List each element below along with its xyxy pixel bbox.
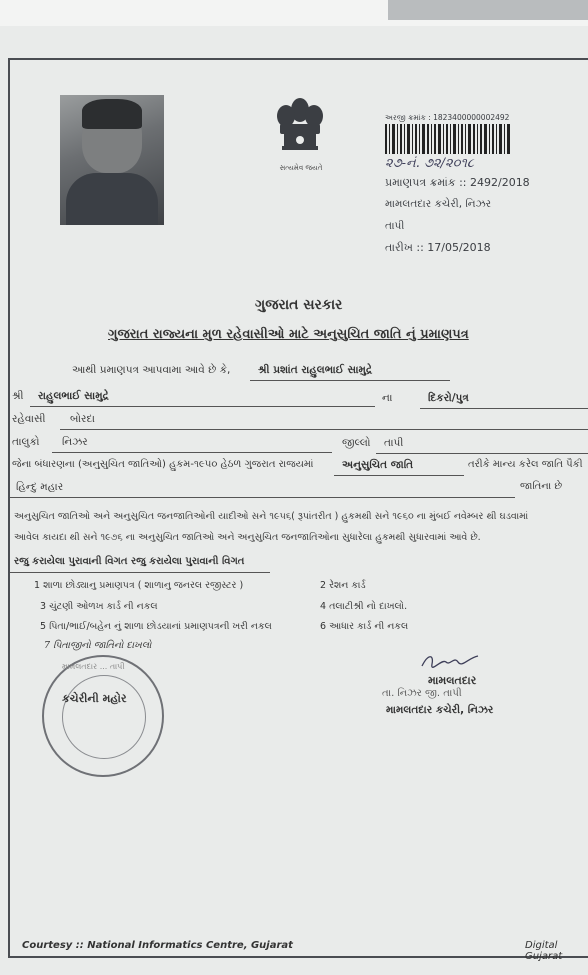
shri-label: શ્રી bbox=[12, 390, 24, 402]
evidence-underline bbox=[10, 572, 270, 573]
legal-paragraph-line1: અનુસુચિત જાતિઓ અને અનુસુચિત જનજાતિઓની યાદીઓ સને ૧૯૫૬( રૂપાંતરીત ) હુકમથી સને ૧૯૬૦ ના મુંબઈ નવેમ્બર થી ઘડવામાં bbox=[14, 511, 529, 522]
issue-date: તારીખ :: 17/05/2018 bbox=[385, 241, 491, 254]
taluka-name: નિઝર bbox=[62, 436, 88, 448]
certificate-number: પ્રમાણપત્ર ક્રમાંક :: 2492/2018 bbox=[385, 176, 530, 189]
village-underline bbox=[60, 429, 588, 430]
constitution-text: જેના બંધારણના (અનુસુચિત જાતિઓ) હુકમ-૧૯૫૦ હેઠળ ગુજરાત રાજયમાં bbox=[12, 459, 314, 470]
district-underline bbox=[376, 453, 588, 454]
category-underline bbox=[334, 475, 464, 476]
footer-courtesy: Courtesy :: National Informatics Centre, Gujarat bbox=[22, 940, 293, 951]
application-number: અરજી ક્રમાંક : 1823400000002492 bbox=[385, 113, 510, 122]
evidence-heading: રજુ કરાયેલા પુરાવાની વિગત રજુ કરાયેલા પુરાવાની વિગત bbox=[14, 556, 245, 567]
office-seal bbox=[42, 655, 164, 777]
village-name: બોરદા bbox=[70, 413, 95, 425]
handwritten-register-number: ૨૭-નં. ૭૨/૨૦૧૮ bbox=[385, 156, 475, 171]
father-name: રાહુલભાઈ સામુદ્રે bbox=[38, 390, 109, 402]
evidence-item-7: 7 પિતાજીનો જાતિનો દાખલો bbox=[44, 640, 152, 651]
resident-label: રહેવાસી bbox=[12, 413, 46, 425]
evidence-item-2: 2 રેશન કાર્ડ bbox=[320, 580, 366, 591]
issuing-district: તાપી bbox=[385, 220, 405, 232]
evidence-item-3: 3 ચુંટણી ઓળખ કાર્ડ ની નકલ bbox=[40, 601, 158, 612]
district-name: તાપી bbox=[384, 437, 404, 449]
name-underline bbox=[250, 380, 450, 381]
caste-name: હિન્દુ મહાર bbox=[16, 481, 64, 493]
issuing-office: મામલતદાર કચેરી, નિઝર bbox=[385, 198, 492, 210]
signer-title: મામલતદાર bbox=[428, 674, 477, 687]
office-seal-label: કચેરીની મહોર bbox=[62, 692, 127, 705]
relation-underline bbox=[420, 408, 588, 409]
government-title: ગુજરાત સરકાર bbox=[255, 297, 343, 313]
person-name: શ્રી પ્રશાંત રાહુલભાઈ સામુદ્રે bbox=[258, 364, 373, 376]
barcode bbox=[385, 124, 510, 154]
taluka-underline bbox=[52, 452, 332, 453]
caste-category: અનુસુચિત જાતિ bbox=[342, 459, 414, 471]
father-underline bbox=[30, 406, 375, 407]
district-label: જીલ્લો bbox=[342, 437, 371, 449]
evidence-item-5: 5 પિતા/ભાઈ/બહેન નું શાળા છોડયાનાં પ્રમાણપત્રની ખરી નકલ bbox=[40, 621, 272, 632]
taluka-label: તાલુકો bbox=[12, 436, 40, 448]
caste-underline bbox=[10, 497, 515, 498]
legal-paragraph-line2: આવેલ કાયદા થી સને ૧૯૭૬ ના અનુસુચિત જાતિઓ અને અનુસુચિત જનજાતિઓના સુધારેલા હુકમથી સુધારવામાં આવે છે. bbox=[14, 532, 481, 543]
na-label: ના bbox=[382, 392, 393, 404]
evidence-item-6: 6 આધાર કાર્ડ ની નકલ bbox=[320, 621, 409, 632]
relation: દિકરો/પુત્ર bbox=[428, 392, 469, 404]
seal-ring-text: મામલતદાર ... તાપી bbox=[62, 662, 125, 671]
signer-subtitle: તા. નિઝર જી. તાપી bbox=[382, 688, 462, 699]
footer-brand: Digital Gujarat bbox=[525, 940, 563, 962]
evidence-item-1: 1 શાળા છોડ્યાનુ પ્રમાણપત્ર ( શાળાનુ જનરલ રજીસ્ટર ) bbox=[34, 580, 244, 591]
certificate-title: ગુજરાત રાજ્યના મુળ રહેવાસીઓ માટે અનુસુચિત જાતિ નું પ્રમાણપત્ર bbox=[108, 327, 469, 342]
intro-label: આથી પ્રમાણપત્ર આપવામા આવે છે કે, bbox=[72, 364, 231, 376]
evidence-item-4: 4 તલાટીશ્રી નો દાખલો. bbox=[320, 601, 408, 612]
emblem-caption: સત્યમેવ જયતે bbox=[279, 164, 323, 172]
recognized-text: તરીકે માન્ય કરેલ જાતિ પૈકી bbox=[468, 459, 583, 470]
caste-suffix: જાતિના છે bbox=[520, 481, 563, 492]
page-shadow bbox=[388, 0, 588, 20]
signer-office: મામલતદાર કચેરી, નિઝર bbox=[386, 704, 494, 716]
applicant-photo bbox=[60, 95, 164, 225]
signature-mark bbox=[420, 650, 480, 672]
